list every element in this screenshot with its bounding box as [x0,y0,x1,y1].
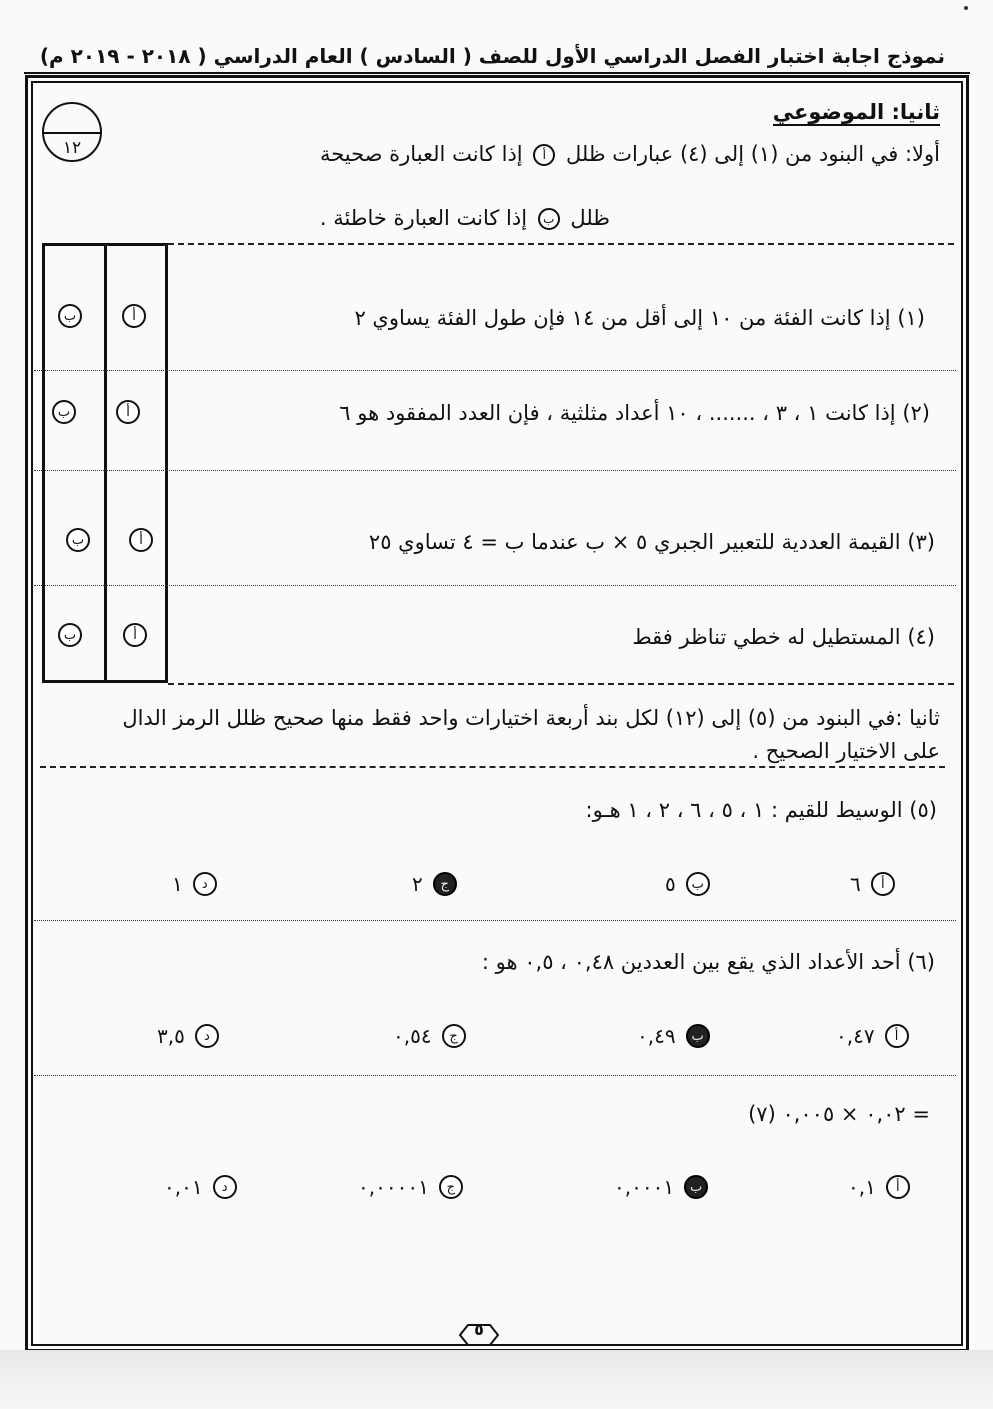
option-value: ٠,٠٠٠١ [614,1175,675,1199]
option-value: ٦ [850,872,861,896]
divider [168,243,954,245]
option-bubble[interactable]: أ [871,872,895,896]
mcq-5-option-a[interactable] [850,872,895,896]
score-circle-divider [42,132,102,134]
row-separator [34,585,956,586]
mcq-6-option-a[interactable] [836,1024,909,1048]
option-value: ٣,٥ [157,1024,185,1048]
row-separator [34,470,956,471]
mcq-question-5: (٥) الوسيط للقيم : ١ ، ٥ ، ٦ ، ٢ ، ١ هـو: [585,798,937,822]
option-bubble[interactable]: د [213,1175,237,1199]
part2-instruction-line1: ثانيا :في البنود من (٥) إلى (١٢) لكل بند أربعة اختيارات واحد فقط منها صحيح ظلل الرمز الدال [122,706,940,730]
option-value: ٠,١ [848,1175,876,1199]
tf-1-true-bubble[interactable]: أ [122,304,146,328]
part1-instruction-line2 [280,206,610,230]
option-bubble[interactable]: ج [442,1024,466,1048]
option-value: ٠,٤٩ [637,1024,676,1048]
option-bubble-filled[interactable]: ب [686,1024,710,1048]
tf-question-2: (٢) إذا كانت ١ ، ٣ ، ....... ، ١٠ أعداد مثلثية ، فإن العدد المفقود هو ٦ [339,401,930,425]
option-bubble[interactable]: د [193,872,217,896]
tf-question-1: (١) إذا كانت الفئة من ١٠ إلى أقل من ١٤ فإن طول الفئة يساوي ٢ [354,306,925,330]
tf-4-true-bubble[interactable]: أ [123,623,147,647]
option-value: ٠,٥٤ [393,1024,432,1048]
tf-2-true-bubble[interactable]: أ [116,400,140,424]
tf-question-3: (٣) القيمة العددية للتعبير الجبري ٥ × ب عندما ب = ٤ تساوي ٢٥ [368,530,935,554]
true-symbol-icon: أ [533,144,555,166]
false-symbol-icon: ب [538,208,560,230]
mcq-5-option-d[interactable] [172,872,217,896]
tf-2-false-bubble[interactable]: ب [52,400,76,424]
divider [168,683,954,685]
tf-1-false-bubble[interactable]: ب [58,304,82,328]
answer-box-divider [104,243,107,683]
page-number: ٥ [474,1320,484,1339]
mcq-question-6: (٦) أحد الأعداد الذي يقع بين العددين ٠,٤٨ ، ٠,٥ هو : [481,950,935,974]
part1-instruction-line1 [280,142,940,166]
score-value: ١٢ [62,138,82,158]
part1-line2-end-text: إذا كانت العبارة خاطئة . [319,206,528,230]
row-separator [34,920,956,921]
section-heading-text: ثانيا: الموضوعي [772,100,940,124]
mcq-7-option-a[interactable] [848,1175,910,1199]
part1-line2-start-text: ظلل [570,206,610,230]
option-bubble[interactable]: ب [686,872,710,896]
divider [40,766,945,768]
tf-question-4: (٤) المستطيل له خطي تناظر فقط [632,625,935,649]
mcq-7-option-b-selected[interactable] [614,1175,708,1199]
part1-line1-end-text: إذا كانت العبارة صحيحة [319,142,523,166]
option-value: ٠,٤٧ [836,1024,875,1048]
section-heading [600,100,940,124]
mcq-5-option-c-selected[interactable] [412,872,457,896]
option-value: ١ [172,872,183,896]
mcq-7-option-c[interactable] [358,1175,463,1199]
part2-instruction-line2: على الاختيار الصحيح . [752,739,940,763]
mcq-6-option-d[interactable] [157,1024,219,1048]
option-bubble-filled[interactable]: ج [433,872,457,896]
tf-3-false-bubble[interactable]: ب [66,528,90,552]
option-bubble[interactable]: أ [885,1024,909,1048]
tf-3-true-bubble[interactable]: أ [129,528,153,552]
row-separator [34,370,956,371]
scan-shadow [0,1350,993,1409]
mcq-5-option-b[interactable] [665,872,710,896]
mcq-question-7: (٧) ٠,٠٢ × ٠,٠٠٥ = [748,1102,930,1126]
option-value: ٠,٠٠٠٠١ [358,1175,429,1199]
row-separator [34,1075,956,1076]
header-underline [24,72,970,74]
exam-header-title: نموذج اجابة اختبار الفصل الدراسي الأول للصف ( السادس ) العام الدراسي ( ٢٠١٨ - ٢٠١٩ م) [39,44,945,68]
mcq-6-option-b-selected[interactable] [637,1024,710,1048]
option-bubble[interactable]: ج [439,1175,463,1199]
mcq-7-option-d[interactable] [164,1175,237,1199]
option-bubble[interactable]: د [195,1024,219,1048]
option-value: ٢ [412,872,423,896]
mcq-6-option-c[interactable] [393,1024,466,1048]
scan-mark [964,6,968,10]
option-bubble-filled[interactable]: ب [684,1175,708,1199]
option-value: ٠,٠١ [164,1175,203,1199]
part1-line1-text: أولا: في البنود من (١) إلى (٤) عبارات ظلل [566,142,940,166]
tf-4-false-bubble[interactable]: ب [58,623,82,647]
option-bubble[interactable]: أ [886,1175,910,1199]
option-value: ٥ [665,872,676,896]
